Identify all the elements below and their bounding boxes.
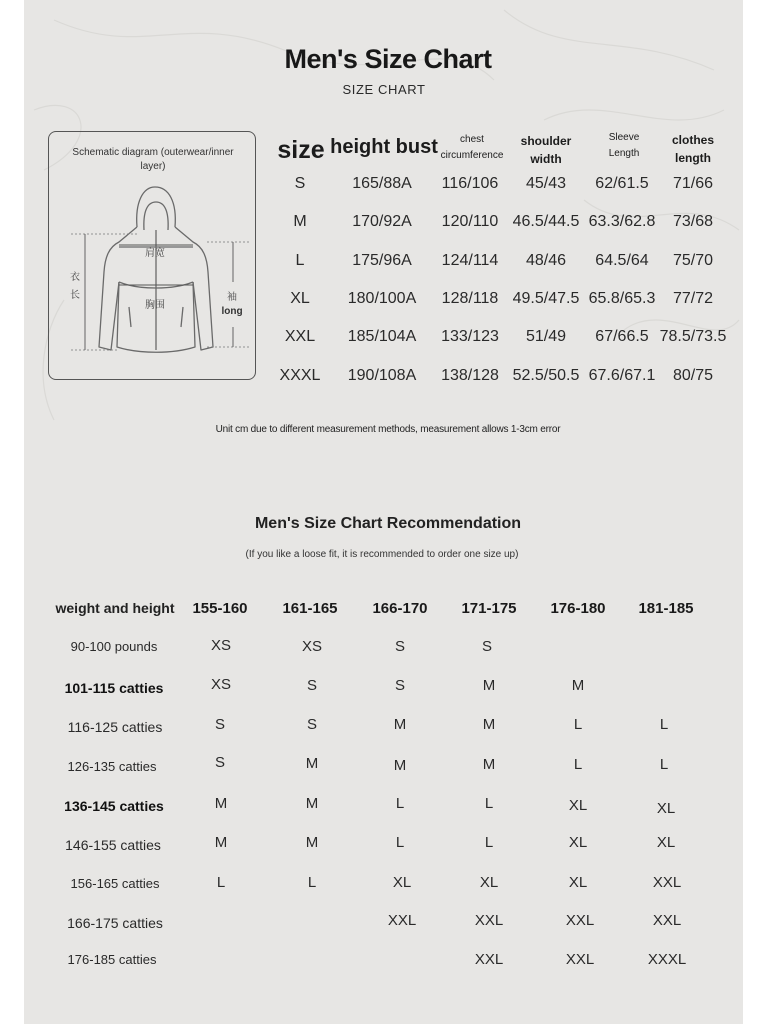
recommendation-cell: M [305, 834, 319, 851]
size-cell: L [295, 252, 305, 269]
recommendation-cell: S [306, 716, 318, 733]
size-cell: 67.6/67.1 [588, 367, 656, 384]
recommendation-cell: L [659, 756, 669, 773]
recommendation-cell: L [484, 795, 494, 812]
recommendation-cell: S [306, 677, 318, 694]
size-cell: 73/68 [672, 213, 714, 230]
weight-row-label: 126-135 catties [67, 759, 157, 774]
weight-row-label: 176-185 catties [67, 952, 157, 967]
size-cell: 128/118 [441, 290, 499, 307]
size-cell: XL [290, 290, 310, 307]
measurement-note: Unit cm due to different measurement methods, measurement allows 1-3cm error [215, 424, 561, 435]
size-cell: 133/123 [441, 328, 499, 345]
size-cell: 63.3/62.8 [588, 213, 656, 230]
recommendation-cell: M [393, 716, 407, 733]
recommendation-cell: M [305, 795, 319, 812]
size-cell: 49.5/47.5 [512, 290, 580, 307]
recommendation-title: Men's Size Chart Recommendation [254, 515, 522, 532]
size-cell: 52.5/50.5 [512, 367, 580, 384]
weight-row-label: 116-125 catties [67, 719, 163, 735]
size-cell: 138/128 [441, 367, 499, 384]
recommendation-cell: XXL [474, 912, 504, 929]
recommendation-cell: XXL [565, 951, 595, 968]
recommendation-cell: L [307, 874, 317, 891]
size-header-size: size [277, 136, 325, 164]
recommendation-cell: M [571, 677, 585, 694]
size-cell: 51/49 [525, 328, 567, 345]
recommendation-cell: XL [479, 874, 499, 891]
page-subtitle: SIZE CHART [342, 82, 426, 97]
size-cell: 62/61.5 [595, 175, 649, 192]
recommendation-cell: XXL [565, 912, 595, 929]
recommendation-cell: XL [568, 834, 588, 851]
size-cell: XXXL [279, 367, 321, 384]
size-cell: 124/114 [441, 252, 499, 269]
weight-row-label: 166-175 catties [67, 915, 163, 931]
size-cell: 75/70 [672, 252, 714, 269]
recommendation-cell: XL [392, 874, 412, 891]
size-header-sleeve: Sleeve Length [608, 132, 640, 159]
size-cell: 165/88A [352, 175, 412, 192]
weight-row-label: 101-115 catties [64, 680, 164, 696]
recommendation-cell: M [214, 834, 228, 851]
height-header: 166-170 [372, 600, 428, 617]
recommendation-cell: L [573, 716, 583, 733]
size-cell: 46.5/44.5 [512, 213, 580, 230]
size-cell: XXL [284, 328, 316, 345]
height-header: 171-175 [461, 600, 517, 617]
size-cell: 185/104A [347, 328, 417, 345]
recommendation-cell: L [484, 834, 494, 851]
size-cell: 48/46 [525, 252, 567, 269]
size-cell: 71/66 [672, 175, 714, 192]
size-cell: M [293, 213, 307, 230]
recommendation-cell: XL [568, 797, 588, 814]
height-header: 155-160 [192, 600, 248, 617]
weight-row-label: 156-165 catties [70, 876, 160, 891]
size-header-clothes-length: clothes length [671, 133, 714, 165]
height-header: 181-185 [638, 600, 694, 617]
recommendation-cell: XS [210, 676, 232, 693]
diagram-label-length-2: 长 [70, 290, 80, 301]
recommendation-cell: XL [656, 834, 676, 851]
recommendation-subtitle: (If you like a loose fit, it is recommended to order one size up) [245, 549, 519, 560]
recommendation-cell: L [216, 874, 226, 891]
recommendation-cell: XL [656, 800, 676, 817]
size-cell: 116/106 [441, 175, 499, 192]
recommendation-cell: S [394, 677, 406, 694]
size-cell: 80/75 [672, 367, 714, 384]
recommendation-cell: L [395, 795, 405, 812]
recommendation-cell: M [482, 756, 496, 773]
weight-row-label: 136-145 catties [64, 798, 164, 814]
recommendation-cell: XXL [652, 874, 682, 891]
recommendation-cell: M [393, 757, 407, 774]
weight-row-label: 90-100 pounds [70, 639, 158, 654]
page-title: Men's Size Chart [284, 44, 492, 74]
size-cell: 45/43 [525, 175, 567, 192]
size-header-height-bust: height bust [330, 136, 438, 158]
diagram-label-length-1: 衣 [70, 272, 80, 283]
height-header: 161-165 [282, 600, 338, 617]
size-cell: 175/96A [352, 252, 412, 269]
recommendation-cell: M [214, 795, 228, 812]
recommendation-cell: M [482, 716, 496, 733]
recommendation-cell: XXL [652, 912, 682, 929]
size-cell: 64.5/64 [595, 252, 649, 269]
size-cell: 120/110 [441, 213, 499, 230]
diagram-label-shoulder: 肩宽 [145, 248, 165, 259]
recommendation-cell: S [394, 638, 406, 655]
size-cell: 67/66.5 [595, 328, 649, 345]
size-cell: 78.5/73.5 [659, 328, 727, 345]
size-cell: 65.8/65.3 [588, 290, 656, 307]
diagram-label-bust: 胸围 [145, 300, 165, 311]
recommendation-cell: S [481, 638, 493, 655]
recommendation-cell: S [214, 754, 226, 771]
recommendation-cell: XS [301, 638, 323, 655]
recommendation-cell: M [482, 677, 496, 694]
recommendation-cell: XXL [387, 912, 417, 929]
size-cell: 77/72 [672, 290, 714, 307]
recommendation-cell: XL [568, 874, 588, 891]
diagram-label-sleeve: 袖 [227, 292, 237, 303]
size-cell: 170/92A [352, 213, 412, 230]
recommendation-cell: XXL [474, 951, 504, 968]
size-header-chest: chest circumference [440, 134, 504, 161]
size-cell: S [294, 175, 306, 192]
recommendation-cell: XS [210, 637, 232, 654]
weight-row-label: 146-155 catties [65, 837, 161, 853]
size-header-shoulder: shoulder width [520, 134, 572, 166]
diagram-label-long: long [221, 306, 243, 317]
size-cell: 190/108A [347, 367, 417, 384]
size-cell: 180/100A [347, 290, 417, 307]
recommendation-cell: M [305, 755, 319, 772]
height-header: 176-180 [550, 600, 606, 617]
recommendation-cell: S [214, 716, 226, 733]
recommendation-cell: L [573, 756, 583, 773]
diagram-caption: Schematic diagram (outerwear/inner layer) [72, 147, 234, 172]
recommendation-cell: L [659, 716, 669, 733]
recommendation-corner-label: weight and height [55, 600, 175, 616]
recommendation-cell: XXXL [647, 951, 687, 968]
recommendation-cell: L [395, 834, 405, 851]
